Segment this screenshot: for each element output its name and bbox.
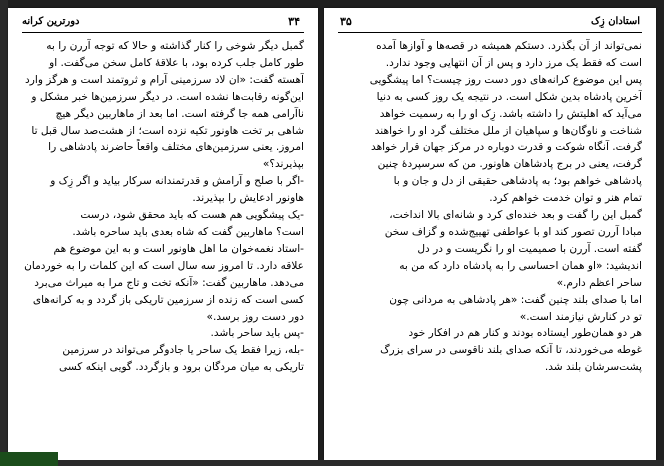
text-line: -یک پیشگویی هم هست که باید محقق شود، درست [80,209,304,222]
left-page-body [22,38,304,376]
text-line: -استاد نغمه‌خوان ما اهل هاونور است و به این موضوع هم [53,242,304,255]
text-line: گفته است. آررن با صمیمیت او را نگریست و در دل [417,242,642,255]
text-line: تو در کنارش نیازمند است.» [519,310,642,323]
text-line: بپذیرند؟» [262,158,304,171]
text-line: هاونور ادعایش را بپذیرند. [192,192,304,205]
page-number: ۳۴ [288,15,300,28]
text-line: شاهی بر تخت هاونور تکیه نزده است؛ از هشت‌صد سال قبل تا [31,124,304,137]
right-page-body [338,38,642,376]
text-line: آهسته گفت: «ان لاد سرزمینی آرام و ثروتمند است و هرگز وارد [25,73,304,86]
text-line: پادشاهی خواهم بود؛ به پادشاهی حقیقی از دل و جان و با [393,175,642,188]
text-line: ساحر اعظم دارم.» [556,276,642,289]
running-title: استادان زِک [590,16,640,27]
text-line: می‌آید که اهلیتش را داشته باشد. زِک او را به رسمیت خواهد [379,107,642,120]
left-page [8,8,318,460]
right-page [324,8,656,460]
text-line: نمی‌تواند از آن بگذرد. دستکم همیشه در قصه‌ها و آوازها آمده [376,40,642,52]
page-number: ۳۵ [340,15,352,28]
text-line: است که فقط یک مرز دارد و پس از آن انتهایی وجود ندارد. [385,56,642,69]
text-line: ناآرامی همه جا گرفته است. اما بعد از ماهاربین دیگر هیچ [55,107,304,120]
text-line: کسی است که زنده از سرزمین تاریکی باز گردد و به کرانه‌های [32,293,304,306]
text-line: شناخت و ناوگان‌ها و سپاهیان از ملل مختلف گرد او را خواهند [374,124,642,137]
text-line: علاقه دارد. تا امروز سه سال است که این کلمات را به خوردمان [24,259,304,272]
running-title: دورترین کرانه [22,16,80,27]
text-line: -اگر با صلح و آرامش و قدرتمندانه سرکار بیاید و اگر زِک و [50,175,304,188]
text-line: پشت‌سرشان بلند شد. [544,361,642,374]
text-line: اما با صدای بلند چنین گفت: «هر پادشاهی به مردانی چون [389,293,642,306]
text-line: امروز. یعنی سرزمین‌های مختلف واقعاً حاضرند پادشاهی را [48,141,304,154]
text-line: است؟ ماهاربین گفت که شاه بعدی باید ساحره باشد. [72,225,304,238]
text-line: -بله، زیرا فقط یک ساحر یا جادوگر می‌تواند در سرزمین [62,344,304,357]
text-line: مبادا آررن تصور کند او با عواطفی تهییج‌شده و گزاف سخن [384,225,642,238]
text-line: غوطه می‌خوردند، تا آنکه صدای بلند ناقوسی در سرای بزرگ [380,344,642,357]
text-line: گمبل دیگر شوخی را کنار گذاشته و حالا که توجه آررن را به [46,40,304,52]
text-line: دور دست روز برسد.» [206,310,304,323]
text-line: این‌گونه رقابت‌ها نشده است. در دیگر سرزمین‌ها خبر مشکل و [31,90,304,103]
text-line: گمبل این را گفت و بعد خنده‌ای کرد و شانه‌ای بالا انداخت، [389,209,642,222]
text-line: آخرین پادشاه بدین شکل است. در نتیجه یک روز کسی به دنیا [376,90,642,103]
text-line: گرفت، یعنی در برج پادشاهان هاونور. من که سرسپردهٔ چنین [377,158,642,171]
text-line: گرفت. آنگاه شوکت و قدرت دوباره در مرکز جهان قرار خواهد [371,141,642,154]
text-line: تمام هنر و توان خدمت خواهم کرد. [489,192,642,205]
text-line: -پس باید ساحر باشد. [210,327,304,340]
background-strip-bottom [0,460,664,466]
background-strip-left [0,0,8,466]
text-line: پس این موضوع کرانه‌های دور دست روز چیست؟ اما پیشگویی [369,73,642,86]
right-page-header [338,14,642,33]
text-line: می‌دهد. ماهاربین گفت: «آنکه تخت و تاج مرا به میراث می‌برد [34,276,304,289]
left-page-header [22,14,304,33]
text-line: تاریکی به میان مردگان برود و بازگردد. گویی اینکه کسی [59,361,304,374]
text-line: طور کامل جلب کرده بود، با علاقهٔ کامل سخن می‌گفت. او [49,56,304,69]
text-line: اندیشید: «او همان احساسی را به پادشاه دارد که من به [399,259,642,272]
background-green-mark [0,452,58,466]
text-line: هر دو همان‌طور ایستاده بودند و کنار هم در افکار خود [408,327,642,340]
